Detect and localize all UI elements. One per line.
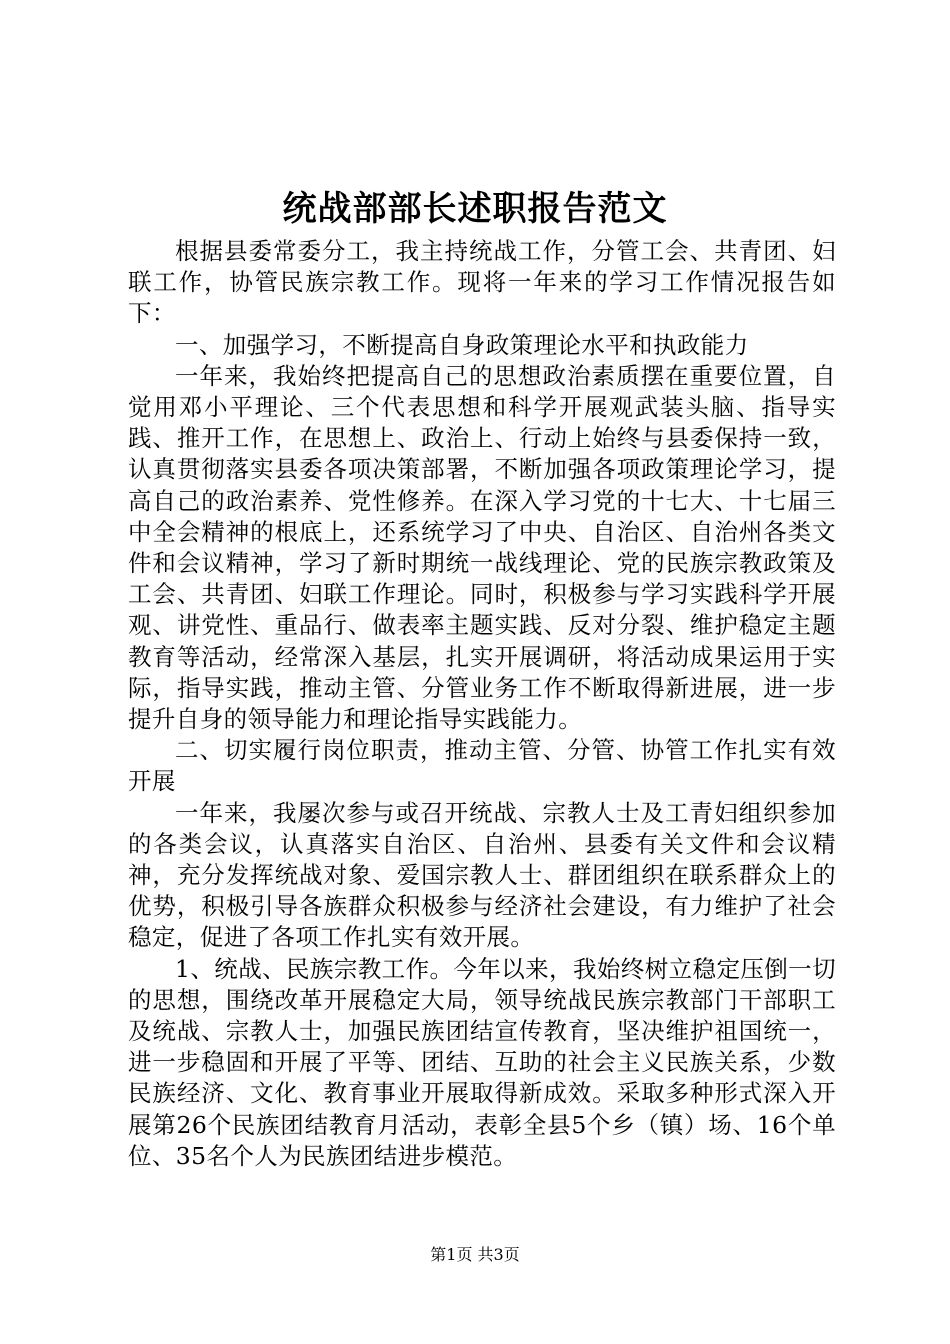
paragraph-intro: 根据县委常委分工，我主持统战工作，分管工会、共青团、妇联工作，协管民族宗教工作。现将一年来的学习工作情况报告如下： (128, 237, 836, 328)
page-footer: 第1页 共3页 (430, 1245, 520, 1264)
section-heading-2: 二、切实履行岗位职责，推动主管、分管、协管工作扎实有效开展 (128, 736, 836, 796)
paragraph-study: 一年来，我始终把提高自己的思想政治素质摆在重要位置，自觉用邓小平理论、三个代表思想和科学开展观武装头脑、指导实践、推开工作，在思想上、政治上、行动上始终与县委保持一致，认真贯彻落实县委各项决策部署，不断加强各项政策理论学习，提高自己的政治素养、党性修养。在深入学习党的十七大、十七届三中全会精神的根底上，还系统学习了中央、自治区、自治州各类文件和会议精神，学习了新时期统一战线理论、党的民族宗教政策及工会、共青团、妇联工作理论。同时，积极参与学习实践科学开展观、讲党性、重品行、做表率主题实践、反对分裂、维护稳定主题教育等活动，经常深入基层，扎实开展调研，将活动成果运用于实际，指导实践，推动主管、分管业务工作不断取得新进展，进一步提升自身的领导能力和理论指导实践能力。 (128, 361, 836, 734)
document-title: 统战部部长述职报告范文 (282, 189, 668, 229)
paragraph-united-front: 1、统战、民族宗教工作。今年以来，我始终树立稳定压倒一切的思想，围绕改革开展稳定大局，领导统战民族宗教部门干部职工及统战、宗教人士，加强民族团结宣传教育，坚决维护祖国统一，进一步稳固和开展了平等、团结、互助的社会主义民族关系，少数民族经济、文化、教育事业开展取得新成效。采取多种形式深入开展第26个民族团结教育月活动，表彰全县5个乡（镇）场、16个单位、35名个人为民族团结进步模范。 (128, 954, 836, 1170)
document-body (128, 236, 836, 1172)
paragraph-duties: 一年来，我屡次参与或召开统战、宗教人士及工青妇组织参加的各类会议，认真落实自治区、自治州、县委有关文件和会议精神，充分发挥统战对象、爱国宗教人士、群团组织在联系群众上的优势，积极引导各族群众积极参与经济社会建设，有力维护了社会稳定，促进了各项工作扎实有效开展。 (128, 798, 836, 952)
section-heading-1: 一、加强学习，不断提高自身政策理论水平和执政能力 (175, 330, 749, 359)
